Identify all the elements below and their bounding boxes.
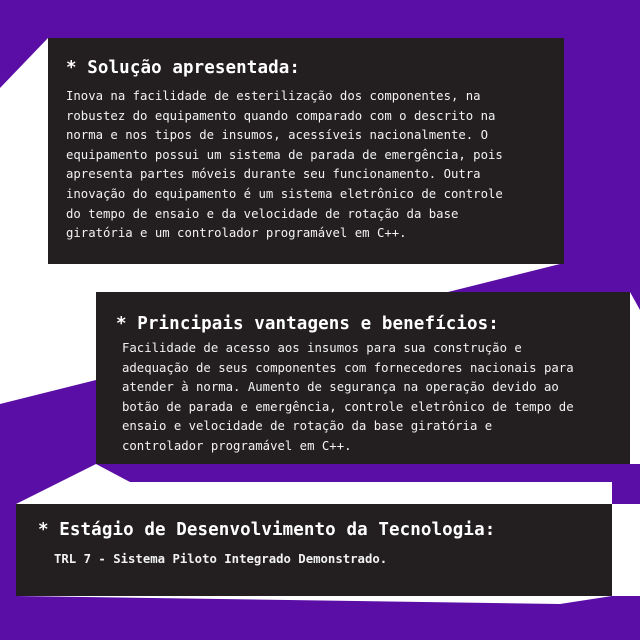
development-stage-body: TRL 7 - Sistema Piloto Integrado Demonstrado.: [54, 552, 388, 566]
solution-body: Inova na facilidade de esterilização dos componentes, na robustez do equipamento quando comparado com o descrito na norma e nos tipos de insumos, acessíveis nacionalmente. O equipamento possui um sistema de parada de emergência, pois apresenta partes móveis durante seu funcionamento. Outra inovação do equipamento é um sistema eletrônico de controle do tempo de ensaio e da velocidade de rotação da base giratória e um controlador programável em C++.: [66, 89, 503, 241]
solution-card: [48, 38, 564, 264]
advantages-body: Facilidade de acesso aos insumos para sua construção e adequação de seus componentes com fornecedores nacionais para atender à norma. Aumento de segurança na operação devido ao botão de parada e emergência, controle eletrônico de tempo de ensaio e velocidade de rotação da base giratória e controlador programável em C++.: [122, 341, 574, 453]
advantages-title: * Principais vantagens e benefícios:: [116, 314, 499, 334]
development-stage-card: [16, 504, 612, 596]
solution-title: * Solução apresentada:: [66, 58, 300, 78]
purple-notch: [96, 464, 612, 482]
development-stage-title: * Estágio de Desenvolvimento da Tecnologia:: [38, 520, 496, 540]
advantages-card: [96, 292, 630, 464]
